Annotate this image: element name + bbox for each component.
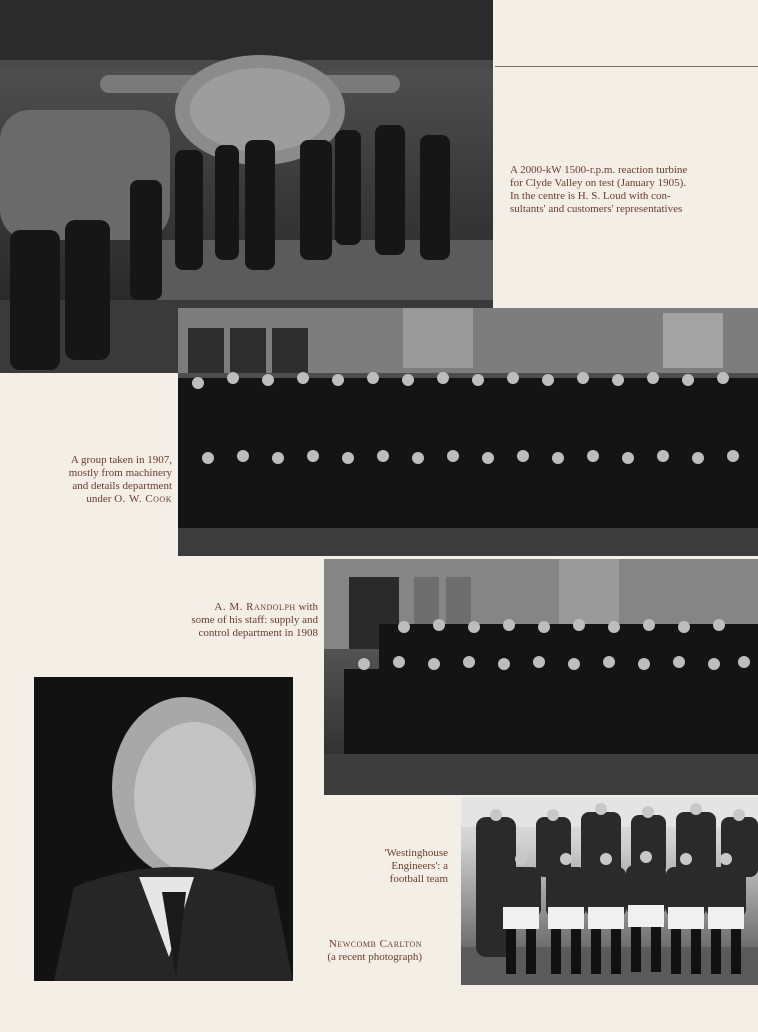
football-caption bbox=[330, 847, 448, 886]
group-1907-caption-line-3: and details department bbox=[72, 480, 172, 492]
top-divider-rule bbox=[495, 66, 758, 67]
football-caption-line-3: football team bbox=[389, 873, 448, 885]
group-1907-caption-line-1: A group taken in 1907, bbox=[70, 454, 172, 466]
group-1907-caption-name: O. W. Cook bbox=[114, 493, 172, 505]
group-1907-photo bbox=[178, 308, 758, 556]
carlton-caption-line-2: (a recent photograph) bbox=[327, 951, 422, 963]
football-team-photo bbox=[461, 797, 758, 985]
carlton-caption-name: Newcomb Carlton bbox=[328, 938, 422, 950]
turbine-caption-line-1: A 2000-kW 1500-r.p.m. reaction turbine bbox=[510, 164, 688, 176]
randolph-caption-line-3: control department in 1908 bbox=[198, 627, 318, 639]
group-1907-caption bbox=[30, 454, 172, 506]
turbine-caption-line-3: In the centre is H. S. Loud with con- bbox=[510, 190, 671, 202]
group-1907-caption-prefix: under bbox=[86, 493, 115, 505]
randolph-caption-name: A. M. Randolph bbox=[214, 601, 296, 613]
turbine-caption bbox=[510, 164, 722, 216]
randolph-caption-name-suffix: with bbox=[295, 601, 318, 613]
turbine-caption-line-2: for Clyde Valley on test (January 1905). bbox=[510, 177, 687, 189]
randolph-caption bbox=[140, 601, 318, 640]
randolph-staff-photo bbox=[324, 559, 758, 795]
turbine-caption-line-4: sultants' and customers' representatives bbox=[510, 203, 683, 215]
randolph-caption-line-2: some of his staff: supply and bbox=[191, 614, 318, 626]
randolph-caption-line-1 bbox=[140, 601, 318, 614]
football-caption-line-1: 'Westinghouse bbox=[384, 847, 448, 859]
carlton-portrait-photo bbox=[34, 677, 293, 981]
group-1907-caption-line-4 bbox=[30, 493, 172, 506]
football-caption-line-2: Engineers': a bbox=[391, 860, 448, 872]
group-1907-caption-line-2: mostly from machinery bbox=[68, 467, 172, 479]
carlton-caption bbox=[300, 938, 422, 964]
